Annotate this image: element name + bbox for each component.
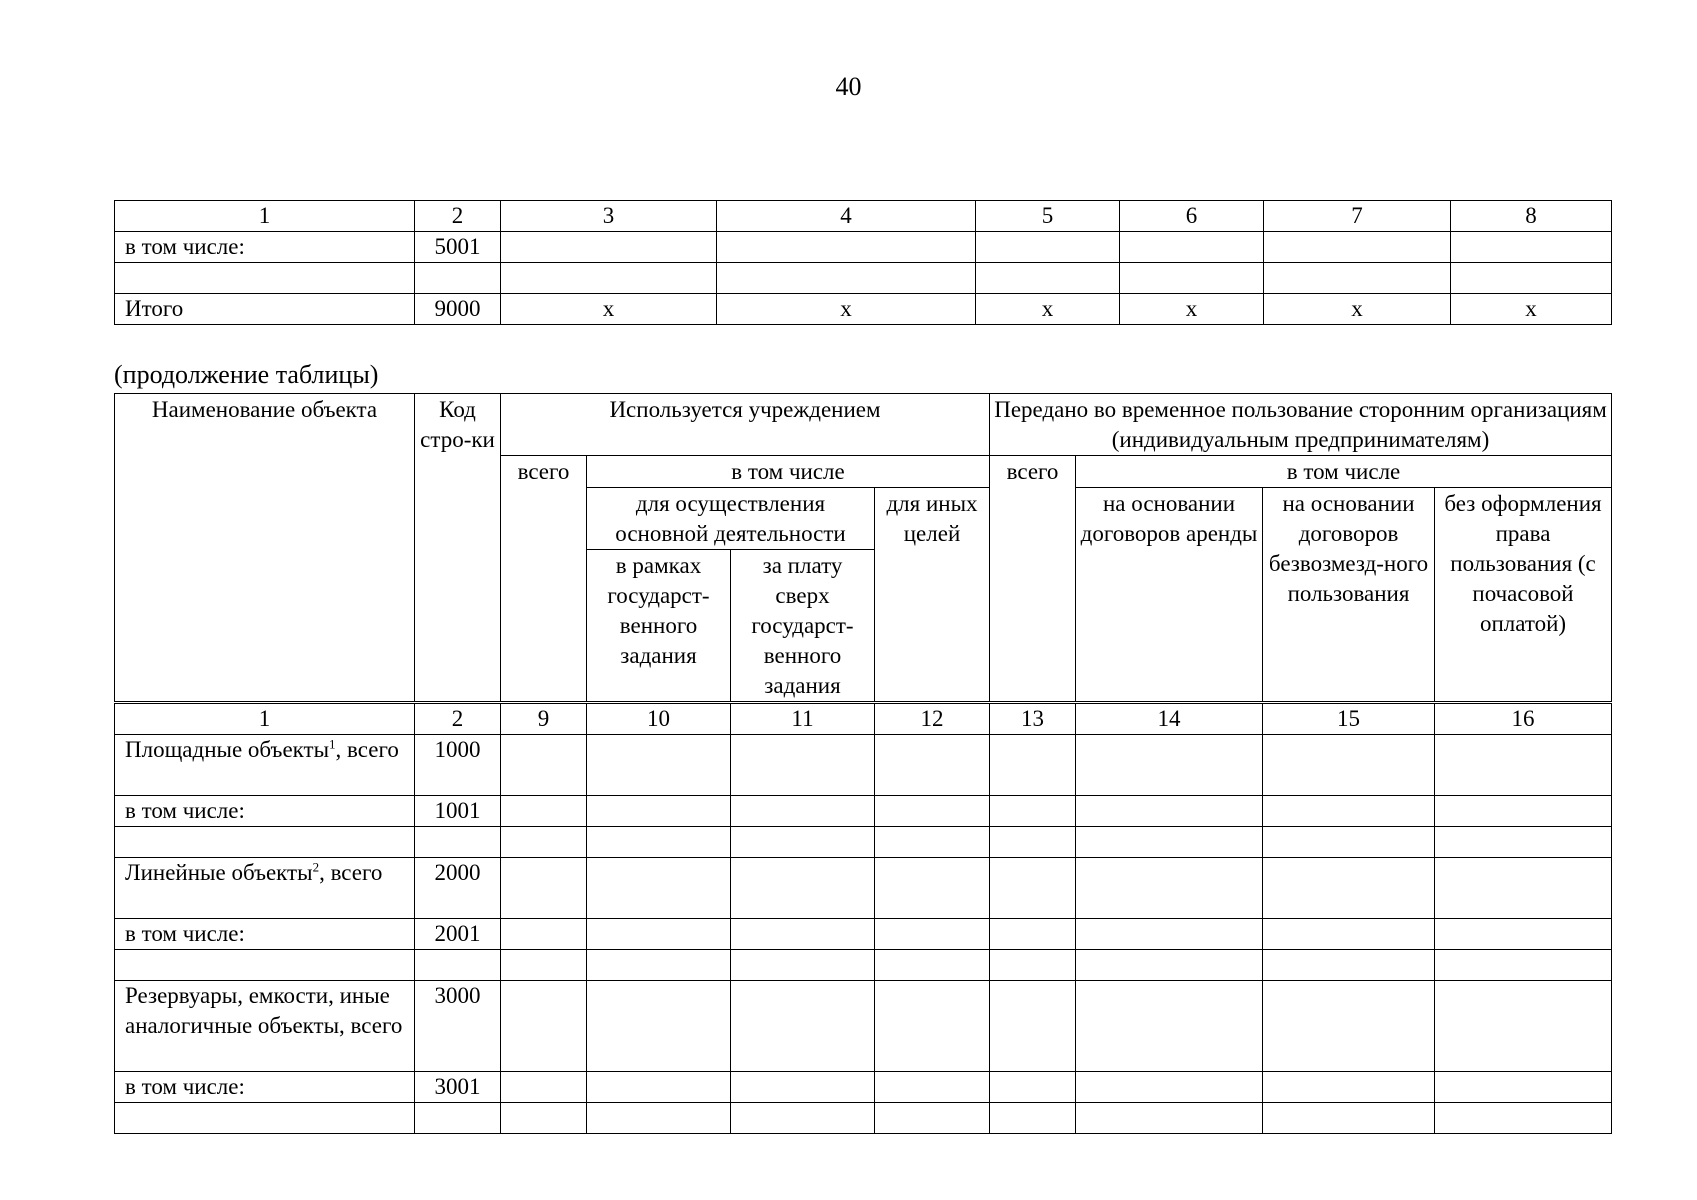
column-number: 7 [1264, 201, 1451, 232]
table-continuation-body [114, 703, 1612, 1134]
column-number: 9 [501, 704, 587, 735]
table-cell [990, 950, 1076, 981]
table-row [115, 1103, 1612, 1134]
row-name: в том числе: [115, 1072, 415, 1103]
row-name [115, 858, 415, 919]
table-cell [587, 735, 731, 796]
row-code [415, 950, 501, 981]
table-cell [501, 263, 717, 294]
table-cell [501, 1072, 587, 1103]
column-number: 2 [415, 201, 501, 232]
row-name-suffix: , всего [335, 737, 399, 762]
row-code: 5001 [415, 232, 501, 263]
row-name: в том числе: [115, 232, 415, 263]
row-name-suffix: , всего [319, 860, 383, 885]
row-name [115, 735, 415, 796]
row-name: Итого [115, 294, 415, 325]
table-cell [731, 796, 875, 827]
table-cell [875, 950, 990, 981]
header-state-task: в рамках государст-венного задания [587, 550, 731, 702]
row-code: 9000 [415, 294, 501, 325]
table-cell [1076, 827, 1263, 858]
table-cell [875, 796, 990, 827]
table-row [115, 981, 1612, 1072]
table-row [115, 263, 1612, 294]
table-row [115, 1072, 1612, 1103]
table-row [115, 796, 1612, 827]
table-cell [1120, 263, 1264, 294]
table-continuation-caption: (продолжение таблицы) [114, 360, 379, 389]
table-cell [990, 796, 1076, 827]
table-cell [717, 232, 976, 263]
table-cell: х [1120, 294, 1264, 325]
table-cell [1264, 232, 1451, 263]
header-no-registration: без оформления права пользования (с почасовой оплатой) [1435, 488, 1612, 702]
table-cell [501, 796, 587, 827]
row-code: 1001 [415, 796, 501, 827]
column-number: 1 [115, 704, 415, 735]
header-transferred-to-third-parties: Передано во временное пользование сторонним организациям (индивидуальным предпринимателям) [990, 394, 1612, 456]
table-row [115, 827, 1612, 858]
table-cell [1263, 1103, 1435, 1134]
column-number: 14 [1076, 704, 1263, 735]
header-used-total: всего [501, 456, 587, 702]
table-cell [501, 232, 717, 263]
column-number: 1 [115, 201, 415, 232]
header-transferred-including: в том числе [1076, 456, 1612, 488]
column-number-row [115, 704, 1612, 735]
table-cell [1451, 263, 1612, 294]
table-cell [875, 919, 990, 950]
table-cell [1264, 263, 1451, 294]
table-cell [501, 1103, 587, 1134]
column-number: 2 [415, 704, 501, 735]
table-cell [990, 919, 1076, 950]
table-cell [731, 827, 875, 858]
table-row [115, 919, 1612, 950]
row-name [115, 1103, 415, 1134]
header-main-activity: для осуществления основной деятельности [587, 488, 875, 550]
table-cell [731, 981, 875, 1072]
header-transferred-total: всего [990, 456, 1076, 702]
table-cell [1263, 981, 1435, 1072]
table-cell [587, 858, 731, 919]
table-cell [1263, 827, 1435, 858]
footnote-marker: 2 [312, 859, 320, 875]
table-cell [1263, 919, 1435, 950]
table-cell [501, 919, 587, 950]
table-cell [717, 263, 976, 294]
page-number: 40 [835, 72, 862, 101]
table-cell [1435, 796, 1612, 827]
table-cell [501, 735, 587, 796]
table-cell [587, 827, 731, 858]
table-cell [731, 735, 875, 796]
table-cell [1435, 1072, 1612, 1103]
table-cell [1435, 981, 1612, 1072]
table-cell [1076, 858, 1263, 919]
table-cell [587, 1072, 731, 1103]
table-cell [1076, 919, 1263, 950]
table-continuation-header [114, 393, 1612, 702]
table-cell [1076, 1072, 1263, 1103]
table-cell: х [1264, 294, 1451, 325]
header-used-by-institution: Используется учреждением [501, 394, 990, 456]
row-code [415, 827, 501, 858]
column-number: 15 [1263, 704, 1435, 735]
table-cell [1076, 950, 1263, 981]
table-cell [1263, 950, 1435, 981]
row-code: 3000 [415, 981, 501, 1072]
column-number: 8 [1451, 201, 1612, 232]
table-previous-part [114, 200, 1612, 325]
table-cell [990, 981, 1076, 1072]
header-row-code: Код стро-ки [415, 394, 501, 702]
table-cell [731, 919, 875, 950]
header-free-use: на основании договоров безвозмезд-ного пользования [1263, 488, 1435, 702]
table-cell [875, 1072, 990, 1103]
table-row [115, 294, 1612, 325]
row-code [415, 1103, 501, 1134]
footnote-marker: 1 [329, 736, 336, 752]
column-number: 4 [717, 201, 976, 232]
table-cell [1263, 1072, 1435, 1103]
column-number: 12 [875, 704, 990, 735]
column-number: 10 [587, 704, 731, 735]
table-cell [731, 1103, 875, 1134]
table-cell [990, 858, 1076, 919]
column-number: 3 [501, 201, 717, 232]
table-cell [1076, 796, 1263, 827]
table-cell [990, 1072, 1076, 1103]
row-name: в том числе: [115, 796, 415, 827]
table-cell [976, 263, 1120, 294]
table-row [115, 735, 1612, 796]
row-code: 2001 [415, 919, 501, 950]
table-cell [587, 919, 731, 950]
table-cell [587, 950, 731, 981]
row-name [115, 827, 415, 858]
table-cell [731, 950, 875, 981]
table-cell [587, 796, 731, 827]
table-cell: х [717, 294, 976, 325]
table-row [115, 950, 1612, 981]
row-code [415, 263, 501, 294]
table-cell [1435, 950, 1612, 981]
table-cell [875, 858, 990, 919]
column-number: 16 [1435, 704, 1612, 735]
table-cell [731, 1072, 875, 1103]
header-object-name: Наименование объекта [115, 394, 415, 702]
table-cell [587, 1103, 731, 1134]
table-cell: х [976, 294, 1120, 325]
row-name [115, 263, 415, 294]
row-name-text: Линейные объекты [125, 860, 313, 885]
table-row [115, 232, 1612, 263]
header-lease: на основании договоров аренды [1076, 488, 1263, 702]
table-cell [1435, 858, 1612, 919]
table-cell: х [1451, 294, 1612, 325]
table-cell [1435, 919, 1612, 950]
table-cell [1435, 735, 1612, 796]
table-cell [587, 981, 731, 1072]
table-cell [1076, 981, 1263, 1072]
table-cell [1435, 1103, 1612, 1134]
table-cell [875, 735, 990, 796]
column-number: 13 [990, 704, 1076, 735]
table-cell [1076, 735, 1263, 796]
table-cell [976, 232, 1120, 263]
row-code: 3001 [415, 1072, 501, 1103]
table-cell [990, 1103, 1076, 1134]
table-cell [501, 981, 587, 1072]
row-name: Резервуары, емкости, иные аналогичные объекты, всего [115, 981, 415, 1072]
table-cell [875, 827, 990, 858]
row-name: в том числе: [115, 919, 415, 950]
table-cell [875, 1103, 990, 1134]
column-number: 5 [976, 201, 1120, 232]
table-cell [501, 827, 587, 858]
row-code: 1000 [415, 735, 501, 796]
table-cell [1263, 735, 1435, 796]
table-cell [501, 950, 587, 981]
header-used-including: в том числе [587, 456, 990, 488]
column-number-row [115, 201, 1612, 232]
row-name-text: Площадные объекты [125, 737, 330, 762]
table-cell: х [501, 294, 717, 325]
header-paid-over-task: за плату сверх государст-венного задания [731, 550, 875, 702]
table-cell [1076, 1103, 1263, 1134]
table-cell [1263, 796, 1435, 827]
table-cell [731, 858, 875, 919]
table-cell [990, 827, 1076, 858]
table-row [115, 858, 1612, 919]
column-number: 11 [731, 704, 875, 735]
row-code: 2000 [415, 858, 501, 919]
table-cell [875, 981, 990, 1072]
table-cell [1263, 858, 1435, 919]
table-cell [1451, 232, 1612, 263]
table-cell [1435, 827, 1612, 858]
table-cell [501, 858, 587, 919]
table-cell [1120, 232, 1264, 263]
table-cell [990, 735, 1076, 796]
row-name [115, 950, 415, 981]
header-other-purposes: для иных целей [875, 488, 990, 702]
column-number: 6 [1120, 201, 1264, 232]
